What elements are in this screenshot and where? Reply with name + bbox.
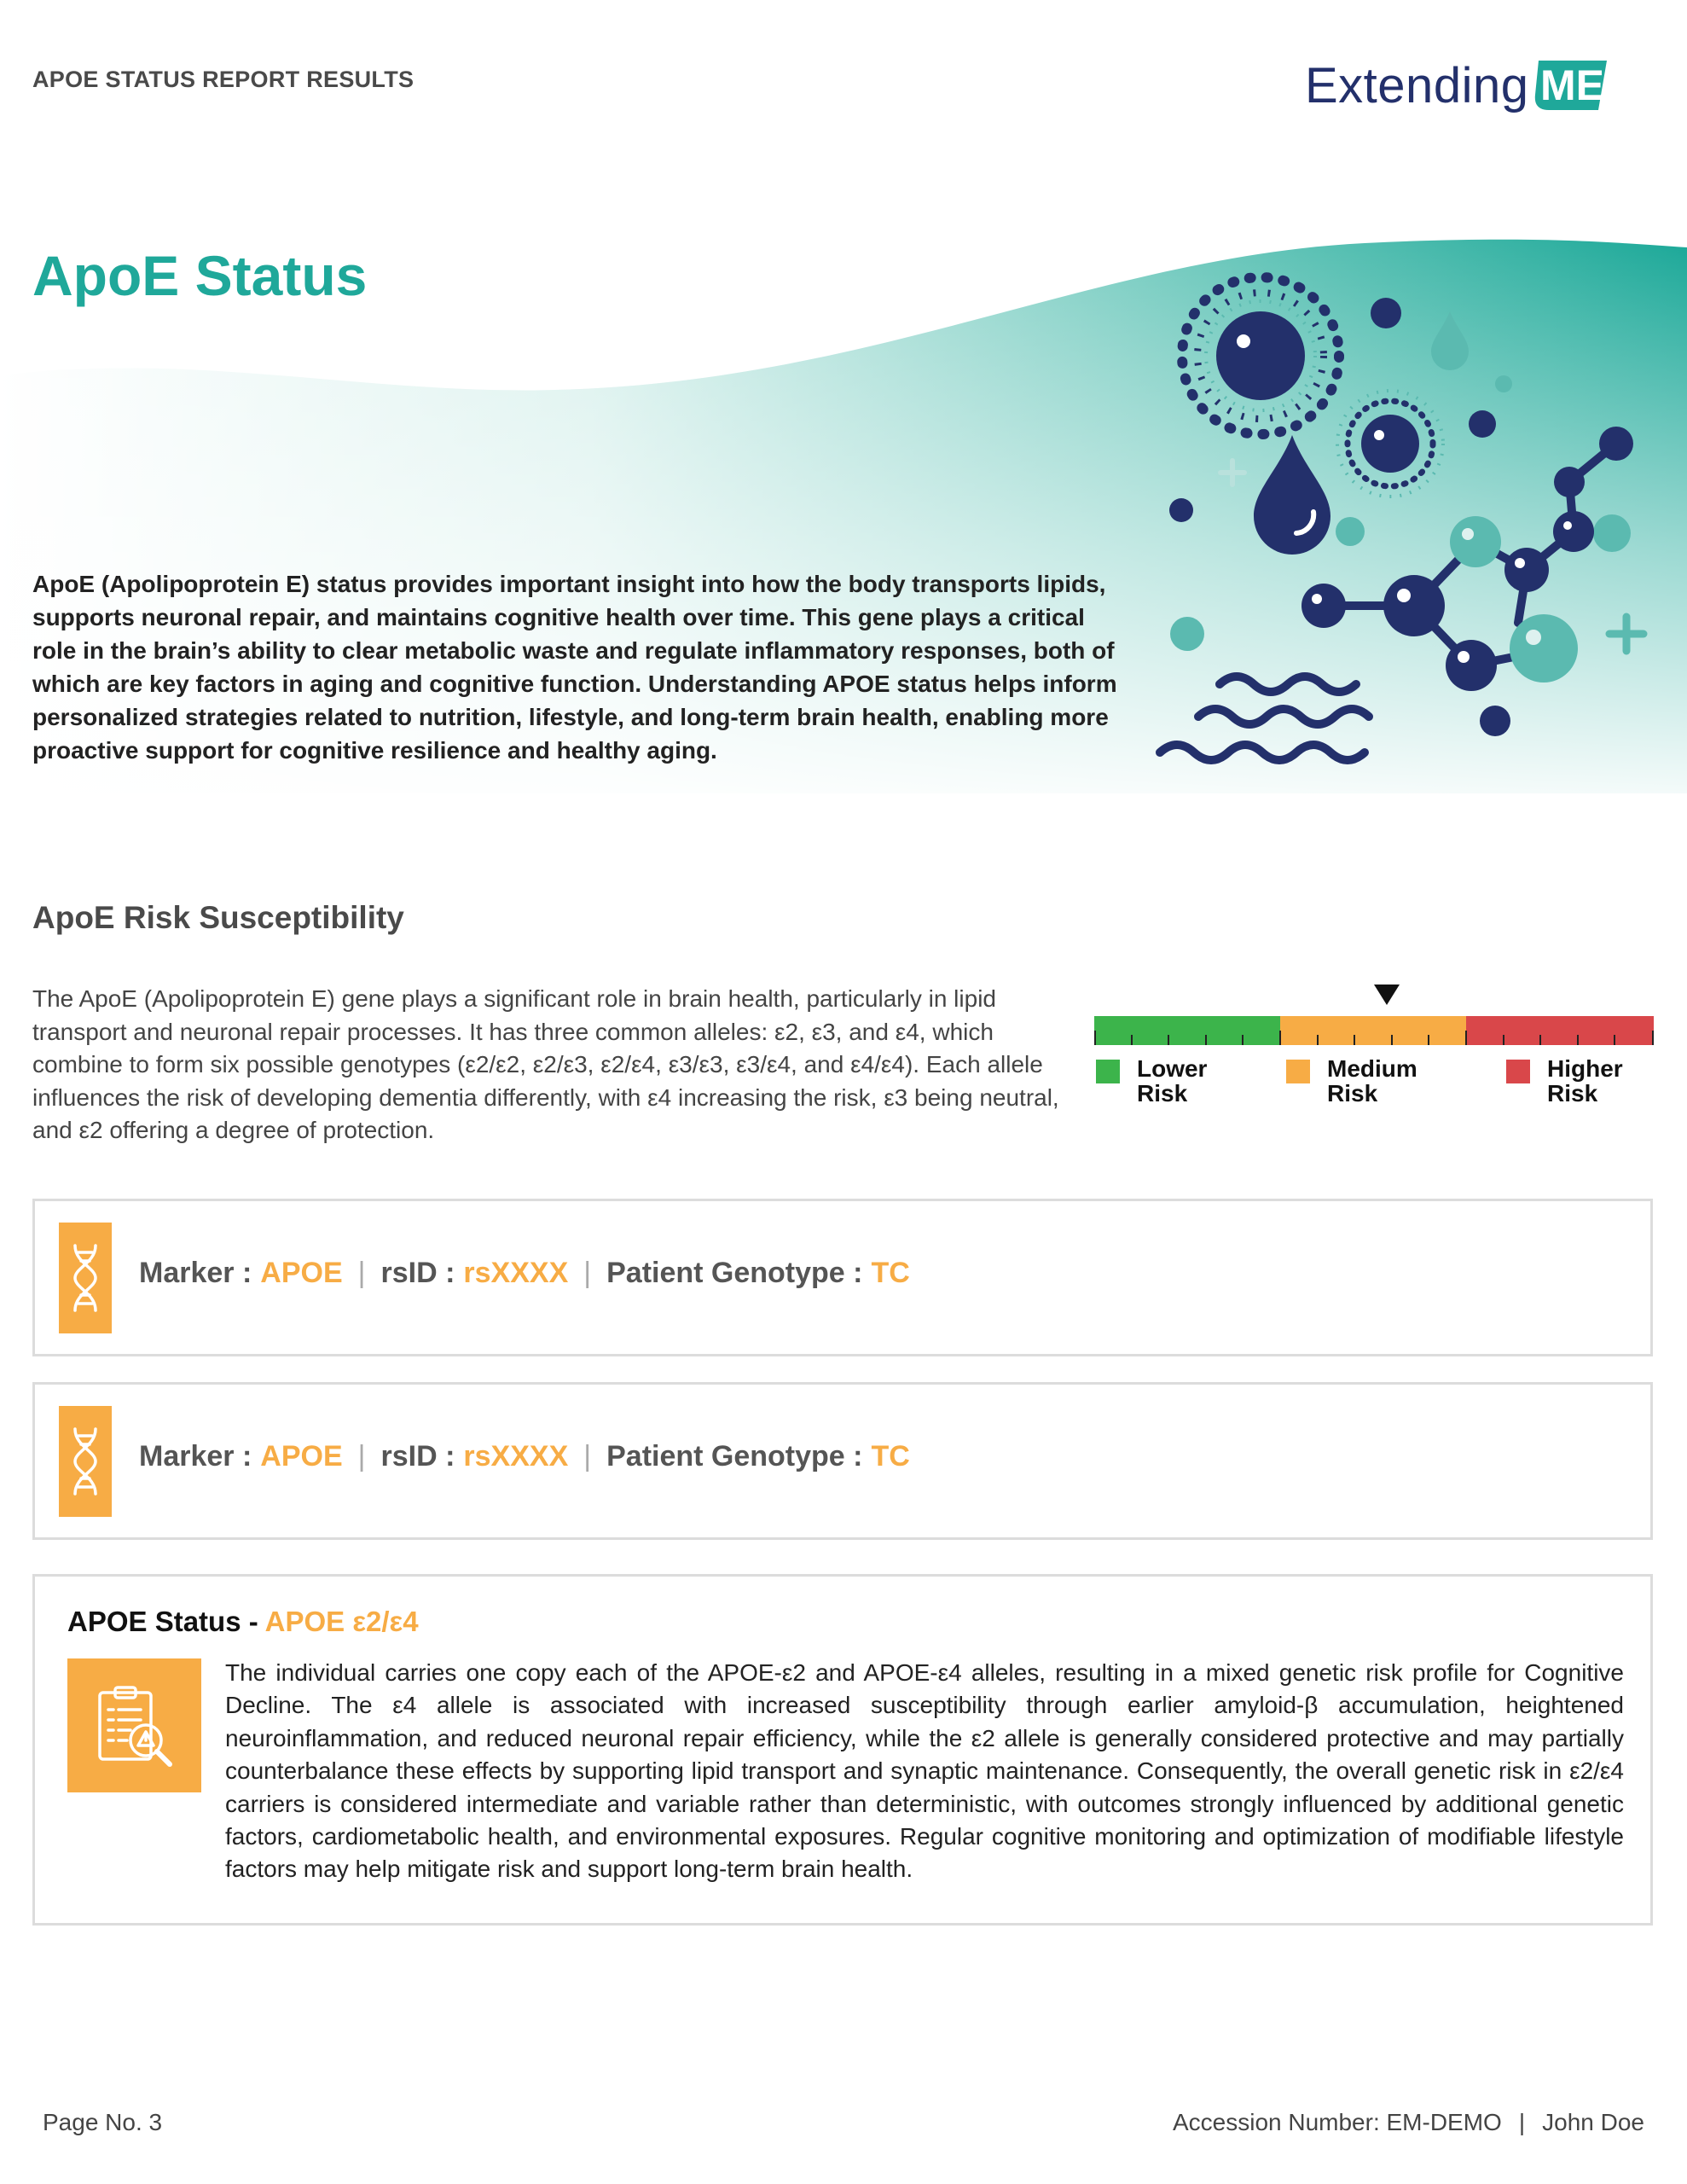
- rsid-label: rsID :: [380, 1440, 455, 1472]
- genotype-value: TC: [871, 1257, 910, 1289]
- footer-info: [1173, 2109, 1644, 2136]
- page-title: ApoE Status: [32, 244, 368, 307]
- status-title: [67, 1606, 419, 1638]
- molecule-illustration: [1134, 256, 1687, 785]
- rsid-value: rsXXXX: [463, 1440, 569, 1472]
- separator: |: [583, 1440, 592, 1472]
- brand-logo: [1305, 51, 1614, 119]
- legend-lower-risk: [1096, 1056, 1207, 1106]
- logo-badge-text: ME: [1539, 61, 1604, 109]
- legend-label-lower-1: Lower: [1137, 1055, 1208, 1082]
- risk-bar-ticks: [1094, 1016, 1654, 1045]
- separator: |: [583, 1257, 592, 1289]
- marker-card: [32, 1382, 1653, 1540]
- legend-label-higher-2: Risk: [1547, 1080, 1598, 1107]
- legend-label-medium-2: Risk: [1327, 1080, 1378, 1107]
- risk-level-marker: [1374, 985, 1400, 1005]
- intro-paragraph: ApoE (Apolipoprotein E) status provides important insight into how the body transports lipids, supports neuronal repair, and maintains cognitive health over time. This gene plays a critical role in the brain’s ability to clear metabolic waste and regulate inflammatory responses, both of which are key factors in aging and cognitive function. Understanding APOE status helps inform personalized strategies related to nutrition, lifestyle, and long-term brain health, enabling more proactive support for cognitive resilience and healthy aging.: [32, 571, 1117, 764]
- dna-icon: [59, 1223, 112, 1333]
- marker-card: [32, 1199, 1653, 1356]
- rsid-label: rsID :: [380, 1257, 455, 1289]
- status-title-label: APOE Status -: [67, 1606, 258, 1637]
- marker-line: [139, 1440, 910, 1473]
- rsid-value: rsXXXX: [463, 1257, 569, 1289]
- status-description: The individual carries one copy each of the APOE-ε2 and APOE-ε4 alleles, resulting in a mixed genetic risk profile for Cognitive Decline. The ε4 allele is associated with increased susceptibility through earlier amyloid-β accumulation, heightened neuroinflammation, and reduced neuronal repair efficiency, while the ε2 allele is generally considered protective and may partially counterbalance these effects by supporting lipid transport and synaptic maintenance. Consequently, the overall genetic risk in ε2/ε4 carriers is considered intermediate and variable rather than deterministic, with outcomes strongly influenced by additional genetic factors, cardiometabolic health, and environmental exposures. Regular cognitive monitoring and optimization of modifiable lifestyle factors may help mitigate risk and support long-term brain health.: [225, 1659, 1624, 1883]
- genotype-label: Patient Genotype :: [606, 1257, 863, 1289]
- risk-description: The ApoE (Apolipoprotein E) gene plays a significant role in brain health, particularly in lipid transport and neuronal repair processes. It has three common alleles: ε2, ε3, and ε4, which combine to form six possible genotypes (ε2/ε2, ε2/ε3, ε2/ε4, ε3/ε3, ε3/ε4, and ε4/ε4). Each allele influences the risk of developing dementia differently, with ε4 increasing the risk, ε3 being neutral, and ε2 offering a degree of protection.: [32, 985, 1059, 1143]
- report-header-title: APOE STATUS REPORT RESULTS: [32, 67, 415, 92]
- legend-higher-risk: [1506, 1056, 1623, 1106]
- drop-icon-small: [1431, 311, 1469, 370]
- plus-icon: [1609, 617, 1644, 651]
- genotype-value: TC: [871, 1440, 910, 1472]
- footer-separator: |: [1518, 2109, 1526, 2135]
- legend-label-medium-1: Medium: [1327, 1055, 1417, 1082]
- legend-medium-risk: [1286, 1056, 1417, 1106]
- drop-icon: [1254, 435, 1330, 555]
- marker-line: [139, 1257, 910, 1290]
- marker-value: APOE: [260, 1440, 343, 1472]
- logo-badge: [1530, 54, 1614, 117]
- patient-name: John Doe: [1542, 2109, 1644, 2135]
- page-number: Page No. 3: [43, 2109, 163, 2135]
- legend-swatch-lower: [1096, 1060, 1120, 1083]
- status-title-value: APOE ε2/ε4: [264, 1606, 419, 1637]
- marker-value: APOE: [260, 1257, 343, 1289]
- legend-label-lower-2: Risk: [1137, 1080, 1188, 1107]
- dna-icon: [59, 1406, 112, 1517]
- separator: |: [357, 1440, 366, 1472]
- marker-label: Marker :: [139, 1257, 252, 1289]
- legend-swatch-medium: [1286, 1060, 1310, 1083]
- separator: |: [357, 1257, 366, 1289]
- virus-icon: [1182, 277, 1339, 434]
- water-waves-icon: [1160, 677, 1369, 760]
- risk-scale: [1094, 979, 1654, 1116]
- cell-icon: [1337, 391, 1443, 497]
- legend-swatch-higher: [1506, 1060, 1530, 1083]
- risk-section-title: ApoE Risk Susceptibility: [32, 900, 404, 935]
- marker-label: Marker :: [139, 1440, 252, 1472]
- apoe-status-card: [32, 1574, 1653, 1926]
- logo-wordmark: Extending: [1305, 57, 1529, 113]
- clipboard-warning-icon: [67, 1658, 201, 1792]
- legend-label-higher-1: Higher: [1547, 1055, 1623, 1082]
- genotype-label: Patient Genotype :: [606, 1440, 863, 1472]
- accession-number: Accession Number: EM-DEMO: [1172, 2109, 1502, 2135]
